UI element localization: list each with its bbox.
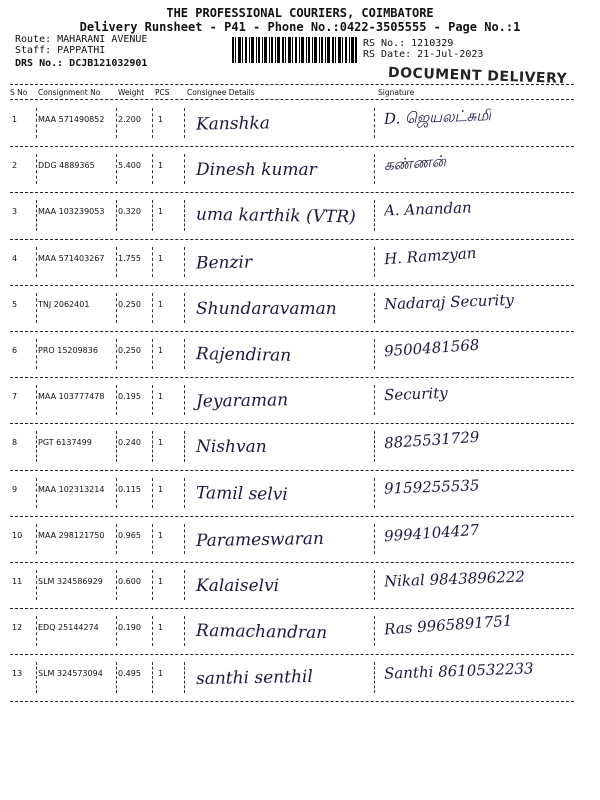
column-divider xyxy=(374,108,375,138)
row-consignee: Kanshka xyxy=(195,113,271,135)
column-divider xyxy=(36,200,37,230)
row-pcs: 1 xyxy=(158,530,164,540)
row-weight: 0.965 xyxy=(118,530,141,540)
column-divider xyxy=(116,293,117,323)
column-divider xyxy=(374,339,375,369)
column-divider xyxy=(36,247,37,277)
column-divider xyxy=(116,154,117,184)
header-top-rule xyxy=(10,84,574,85)
column-divider xyxy=(152,293,153,323)
column-divider xyxy=(116,616,117,646)
row-consignment-no: TNJ 2062401 xyxy=(38,299,90,309)
row-signature: Security xyxy=(383,384,448,405)
row-consignment-no: SLM 324573094 xyxy=(38,669,103,679)
column-divider xyxy=(374,385,375,415)
column-divider xyxy=(184,616,185,646)
rs-number: RS No.: 1210329 xyxy=(363,38,454,49)
column-divider xyxy=(116,478,117,508)
row-consignee: Jeyaraman xyxy=(195,390,289,412)
row-pcs: 1 xyxy=(158,161,164,171)
row-pcs: 1 xyxy=(158,623,164,633)
row-signature: Nikal 9843896222 xyxy=(383,567,526,591)
row-consignee: Parameswaran xyxy=(195,528,325,551)
row-pcs: 1 xyxy=(158,253,164,263)
row-weight: 0.600 xyxy=(118,577,141,586)
row-consignment-no: PGT 6137499 xyxy=(38,438,92,448)
row-consignment-no: MAA 571403267 xyxy=(38,253,105,263)
barcode-image xyxy=(232,37,357,63)
column-divider xyxy=(184,385,185,415)
row-consignee: Nishvan xyxy=(196,437,267,458)
row-weight: 5.400 xyxy=(118,161,141,171)
row-divider xyxy=(10,192,574,193)
column-divider xyxy=(184,431,185,461)
row-divider xyxy=(10,654,574,655)
col-header-consignment: Consignment No xyxy=(38,88,101,97)
column-divider xyxy=(152,339,153,369)
column-divider xyxy=(184,524,185,554)
column-divider xyxy=(152,108,153,138)
drs-number: DRS No.: DCJB121032901 xyxy=(15,58,148,69)
column-divider xyxy=(116,108,117,138)
row-weight: 0.250 xyxy=(118,299,141,309)
row-weight: 0.495 xyxy=(118,669,141,679)
column-divider xyxy=(152,431,153,461)
row-signature: Nadaraj Security xyxy=(383,290,515,314)
row-consignment-no: SLM 324586929 xyxy=(38,577,103,586)
row-consignee: Shundaravaman xyxy=(196,298,337,319)
row-signature: Ras 9965891751 xyxy=(383,611,513,639)
column-divider xyxy=(116,200,117,230)
column-divider xyxy=(152,524,153,554)
col-header-sno: S No xyxy=(10,88,28,97)
row-consignment-no: MAA 298121750 xyxy=(38,530,105,540)
row-signature: H. Ramzyan xyxy=(383,243,477,268)
row-pcs: 1 xyxy=(158,438,164,448)
column-divider xyxy=(36,478,37,508)
row-consignee: Ramachandran xyxy=(195,621,328,644)
column-divider xyxy=(184,662,185,692)
column-divider xyxy=(374,616,375,646)
column-divider xyxy=(374,431,375,461)
row-weight: 0.250 xyxy=(118,346,141,355)
column-divider xyxy=(184,339,185,369)
row-consignee: Dinesh kumar xyxy=(196,160,317,181)
row-consignment-no: MAA 103239053 xyxy=(38,207,105,217)
row-pcs: 1 xyxy=(158,346,164,355)
column-divider xyxy=(116,339,117,369)
row-divider xyxy=(10,516,574,517)
column-divider xyxy=(184,200,185,230)
column-divider xyxy=(374,154,375,184)
rs-date: RS Date: 21-Jul-2023 xyxy=(363,49,484,60)
row-consignment-no: MAA 103777478 xyxy=(38,392,105,402)
row-consignee: Kalaiselvi xyxy=(196,576,280,596)
row-pcs: 1 xyxy=(158,392,164,402)
column-divider xyxy=(374,293,375,323)
row-divider xyxy=(10,562,574,563)
row-weight: 0.190 xyxy=(118,623,141,633)
col-header-consignee: Consignee Details xyxy=(187,88,255,97)
column-divider xyxy=(374,570,375,600)
runsheet-title: Delivery Runsheet - P41 - Phone No.:0422-3505555 - Page No.:1 xyxy=(79,20,521,34)
row-sno: 3 xyxy=(12,207,18,217)
column-divider xyxy=(116,385,117,415)
column-divider xyxy=(116,431,117,461)
row-signature: 8825531729 xyxy=(383,428,480,453)
column-divider xyxy=(152,385,153,415)
row-sno: 4 xyxy=(12,253,18,263)
row-sno: 10 xyxy=(12,530,23,540)
col-header-signature: Signature xyxy=(378,88,415,97)
row-sno: 9 xyxy=(12,484,18,494)
column-divider xyxy=(36,154,37,184)
column-divider xyxy=(36,293,37,323)
col-header-pcs: PCS xyxy=(155,88,170,97)
column-divider xyxy=(116,570,117,600)
column-divider xyxy=(184,478,185,508)
column-divider xyxy=(152,478,153,508)
row-divider xyxy=(10,423,574,424)
column-divider xyxy=(184,293,185,323)
column-divider xyxy=(116,247,117,277)
row-weight: 2.200 xyxy=(118,115,141,124)
column-divider xyxy=(36,524,37,554)
row-weight: 0.240 xyxy=(118,438,141,448)
col-header-weight: Weight xyxy=(118,88,145,97)
row-signature: Santhi 8610532233 xyxy=(383,659,534,683)
column-divider xyxy=(374,662,375,692)
column-divider xyxy=(184,247,185,277)
row-divider xyxy=(10,331,574,332)
row-consignee: Rajendiran xyxy=(195,344,292,366)
row-sno: 2 xyxy=(12,161,18,171)
row-sno: 6 xyxy=(12,346,18,355)
row-signature: A. Anandan xyxy=(383,198,472,220)
document-delivery-stamp: DOCUMENT DELIVERY xyxy=(387,64,568,88)
column-divider xyxy=(184,108,185,138)
row-consignment-no: EDQ 25144274 xyxy=(38,623,99,633)
row-divider xyxy=(10,470,574,471)
column-divider xyxy=(152,662,153,692)
row-divider xyxy=(10,146,574,147)
row-signature: D. ஜெயலட்சுமி xyxy=(383,106,492,128)
column-divider xyxy=(36,431,37,461)
column-divider xyxy=(36,108,37,138)
row-pcs: 1 xyxy=(158,115,164,124)
route-label: Route: MAHARANI AVENUE xyxy=(15,34,148,45)
column-divider xyxy=(36,570,37,600)
row-pcs: 1 xyxy=(158,207,164,217)
column-divider xyxy=(374,247,375,277)
column-divider xyxy=(374,524,375,554)
row-consignee: santhi senthil xyxy=(195,667,313,690)
row-sno: 1 xyxy=(12,115,18,124)
column-divider xyxy=(36,385,37,415)
row-divider xyxy=(10,285,574,286)
row-divider xyxy=(10,701,574,702)
row-consignee: Tamil selvi xyxy=(195,482,288,505)
row-weight: 0.195 xyxy=(118,392,141,402)
column-divider xyxy=(152,570,153,600)
column-divider xyxy=(152,200,153,230)
column-divider xyxy=(36,339,37,369)
staff-label: Staff: PAPPATHI xyxy=(15,45,106,56)
row-weight: 1.755 xyxy=(118,253,141,263)
row-sno: 11 xyxy=(12,577,23,586)
column-divider xyxy=(184,154,185,184)
row-pcs: 1 xyxy=(158,577,164,586)
row-sno: 5 xyxy=(12,299,18,309)
row-divider xyxy=(10,608,574,609)
row-signature: கண்ணன் xyxy=(383,152,447,175)
company-title: THE PROFESSIONAL COURIERS, COIMBATORE xyxy=(166,6,434,20)
column-divider xyxy=(374,478,375,508)
row-signature: 9994104427 xyxy=(383,520,480,546)
row-sno: 13 xyxy=(12,669,23,679)
row-consignee: uma karthik (VTR) xyxy=(195,204,356,228)
column-divider xyxy=(152,154,153,184)
row-consignment-no: MAA 102313214 xyxy=(38,484,105,494)
column-divider xyxy=(36,616,37,646)
row-consignment-no: PRO 15209836 xyxy=(38,346,98,355)
column-divider xyxy=(374,200,375,230)
column-divider xyxy=(152,247,153,277)
row-signature: 9500481568 xyxy=(383,335,480,361)
column-divider xyxy=(184,570,185,600)
column-divider xyxy=(116,524,117,554)
row-signature: 9159255535 xyxy=(383,475,480,498)
row-consignee: Benzir xyxy=(195,252,253,274)
column-divider xyxy=(152,616,153,646)
column-divider xyxy=(36,662,37,692)
row-pcs: 1 xyxy=(158,484,164,494)
row-sno: 8 xyxy=(12,438,18,448)
row-consignment-no: DDG 4889365 xyxy=(38,161,95,171)
row-sno: 12 xyxy=(12,623,23,633)
row-sno: 7 xyxy=(12,392,18,402)
header-bottom-rule xyxy=(10,99,574,100)
row-consignment-no: MAA 571490852 xyxy=(38,115,105,124)
row-divider xyxy=(10,239,574,240)
row-pcs: 1 xyxy=(158,299,164,309)
row-weight: 0.115 xyxy=(118,484,141,494)
row-pcs: 1 xyxy=(158,669,164,679)
column-divider xyxy=(116,662,117,692)
row-divider xyxy=(10,377,574,378)
row-weight: 0.320 xyxy=(118,207,141,217)
